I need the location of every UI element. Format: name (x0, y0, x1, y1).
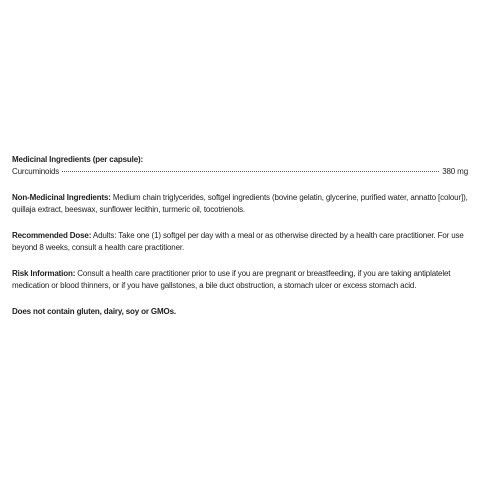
recommended-dose (12, 230, 468, 254)
non-medicinal-ingredients (12, 192, 468, 216)
medicinal-ingredients-heading: Medicinal Ingredients (per capsule): (12, 155, 144, 164)
risk-information-text: Consult a health care practitioner prior to use if you are pregnant or breastfeeding, if you are taking antiplatelet medication or blood thinners, or if you have gallstones, a bile duct obstruction, a stomach ulcer or excess stomach acid. (12, 269, 451, 290)
risk-information (12, 268, 468, 292)
risk-information-label: Risk Information: (12, 269, 76, 278)
non-medicinal-label: Non-Medicinal Ingredients: (12, 193, 111, 202)
allergen-statement: Does not contain gluten, dairy, soy or GMOs. (12, 307, 176, 316)
non-medicinal-text: Medium chain triglycerides, softgel ingredients (bovine gelatin, glycerine, purified water, annatto [colour]), quillaja extract, beeswax, sunflower lecithin, turmeric oil, tocotrienols. (12, 193, 468, 214)
ingredient-name: Curcuminoids (12, 167, 60, 176)
recommended-dose-label: Recommended Dose: (12, 231, 92, 240)
recommended-dose-text: Adults: Take one (1) softgel per day with a meal or as otherwise directed by a health care practitioner. For use beyond 8 weeks, consult a health care practitioner. (12, 231, 464, 252)
dotted-leader (62, 171, 439, 172)
ingredient-amount: 380 mg (442, 167, 468, 176)
product-label-text (12, 154, 468, 318)
ingredient-row (12, 166, 468, 178)
